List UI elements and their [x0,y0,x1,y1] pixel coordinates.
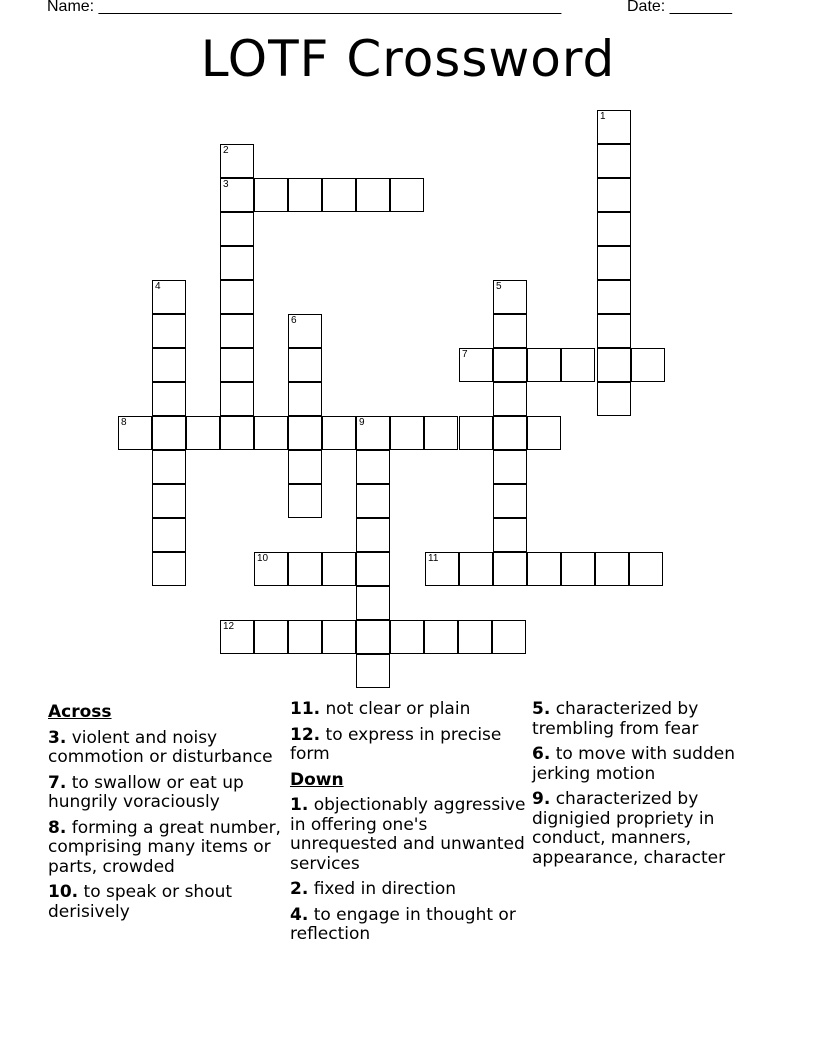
grid-cell[interactable] [152,314,186,348]
clue-across-11: 11. not clear or plain [290,699,471,719]
grid-cell[interactable] [254,416,288,450]
grid-cell[interactable] [220,212,254,246]
grid-cell[interactable] [152,518,186,552]
grid-cell[interactable] [288,484,322,518]
grid-cell[interactable] [288,178,322,212]
grid-cell[interactable] [254,178,288,212]
clue-across-3: 3. violent and noisy commotion or disturbance [48,727,273,767]
grid-cell[interactable] [493,280,527,314]
grid-cell[interactable] [561,348,595,382]
grid-cell[interactable] [220,382,254,416]
clues-column-1 [48,700,288,928]
grid-cell[interactable] [597,280,631,314]
grid-cell[interactable] [459,552,493,586]
clue-across-8: 8. forming a great number, comprising many items or parts, crowded [48,817,281,877]
grid-cell[interactable] [629,552,663,586]
grid-cell[interactable] [390,178,424,212]
grid-cell[interactable] [220,314,254,348]
grid-cell[interactable] [356,484,390,518]
grid-cell[interactable] [356,178,390,212]
cell-number: 10 [257,553,269,564]
across-heading: Across [48,702,112,722]
grid-cell[interactable] [597,246,631,280]
grid-cell[interactable] [390,620,424,654]
clue-down-4: 4. to engage in thought or reflection [290,904,516,944]
grid-cell[interactable] [288,552,322,586]
grid-cell[interactable] [254,620,288,654]
grid-cell[interactable] [595,552,629,586]
page-title: LOTF Crossword [200,30,616,88]
cell-number: 1 [600,111,606,122]
grid-cell[interactable] [220,348,254,382]
grid-cell[interactable] [493,348,527,382]
cell-number: 9 [359,417,365,428]
grid-cell[interactable] [152,348,186,382]
grid-cell[interactable] [527,348,561,382]
cell-number: 11 [428,553,439,564]
grid-cell[interactable] [322,620,356,654]
grid-cell[interactable] [288,348,322,382]
grid-cell[interactable] [597,348,631,382]
grid-cell[interactable] [493,518,527,552]
grid-cell[interactable] [322,178,356,212]
clue-down-5: 5. characterized by trembling from fear [532,699,699,739]
cell-number: 6 [291,315,297,326]
grid-cell[interactable] [152,382,186,416]
clue-across-10: 10. to speak or shout derisively [48,882,233,922]
clue-down-9: 9. characterized by dignigied propriety in conduct, manners, appearance, character [532,789,726,868]
grid-cell[interactable] [356,518,390,552]
grid-cell[interactable] [152,416,186,450]
grid-cell[interactable] [288,620,322,654]
grid-cell[interactable] [152,280,186,314]
grid-cell[interactable] [254,552,288,586]
grid-cell[interactable] [597,144,631,178]
grid-cell[interactable] [561,552,595,586]
grid-cell[interactable] [597,110,631,144]
clues-column-3 [532,700,772,874]
grid-cell[interactable] [597,314,631,348]
clue-down-2: 2. fixed in direction [290,879,457,899]
cell-number: 2 [223,145,229,156]
clue-across-12: 12. to express in precise form [290,724,502,764]
cell-number: 3 [223,179,229,190]
grid-cell[interactable] [493,382,527,416]
grid-cell[interactable] [356,586,390,620]
grid-cell[interactable] [322,416,356,450]
grid-cell[interactable] [597,178,631,212]
clue-across-7: 7. to swallow or eat up hungrily voraciously [48,772,244,812]
grid-cell[interactable] [220,178,254,212]
cell-number: 8 [121,417,127,428]
clues-column-2 [290,700,530,951]
clue-down-6: 6. to move with sudden jerking motion [532,744,735,784]
cell-number: 4 [155,281,161,292]
grid-cell[interactable] [356,552,390,586]
grid-cell[interactable] [390,416,424,450]
grid-cell[interactable] [220,246,254,280]
grid-cell[interactable] [492,620,526,654]
grid-cell[interactable] [322,552,356,586]
grid-cell[interactable] [493,314,527,348]
grid-cell[interactable] [356,450,390,484]
grid-cell[interactable] [493,484,527,518]
grid-cell[interactable] [220,280,254,314]
grid-cell[interactable] [356,620,390,654]
grid-cell[interactable] [527,416,561,450]
cell-number: 5 [496,281,502,292]
cell-number: 7 [462,349,468,360]
grid-cell[interactable] [493,552,527,586]
grid-cell[interactable] [424,620,458,654]
grid-cell[interactable] [424,416,458,450]
name-field[interactable]: Name: ____________________________________________________ [47,0,562,15]
grid-cell[interactable] [493,416,527,450]
cell-number: 12 [223,621,235,632]
grid-cell[interactable] [288,416,322,450]
grid-cell[interactable] [459,416,493,450]
grid-cell[interactable] [288,382,322,416]
clue-down-1: 1. objectionably aggressive in offering one's unrequested and unwanted services [290,795,526,874]
grid-cell[interactable] [459,348,493,382]
grid-cell[interactable] [220,144,254,178]
grid-cell[interactable] [597,212,631,246]
grid-cell[interactable] [356,416,390,450]
grid-cell[interactable] [356,654,390,688]
grid-cell[interactable] [288,450,322,484]
grid-cell[interactable] [152,450,186,484]
grid-cell[interactable] [288,314,322,348]
grid-cell[interactable] [597,382,631,416]
grid-cell[interactable] [458,620,492,654]
grid-cell[interactable] [220,416,254,450]
grid-cell[interactable] [152,552,186,586]
grid-cell[interactable] [118,416,152,450]
grid-cell[interactable] [425,552,459,586]
down-heading: Down [290,769,344,790]
grid-cell[interactable] [220,620,254,654]
grid-cell[interactable] [631,348,665,382]
grid-cell[interactable] [493,450,527,484]
grid-cell[interactable] [152,484,186,518]
date-field[interactable]: Date: _______ [627,0,732,15]
grid-cell[interactable] [186,416,220,450]
grid-cell[interactable] [527,552,561,586]
